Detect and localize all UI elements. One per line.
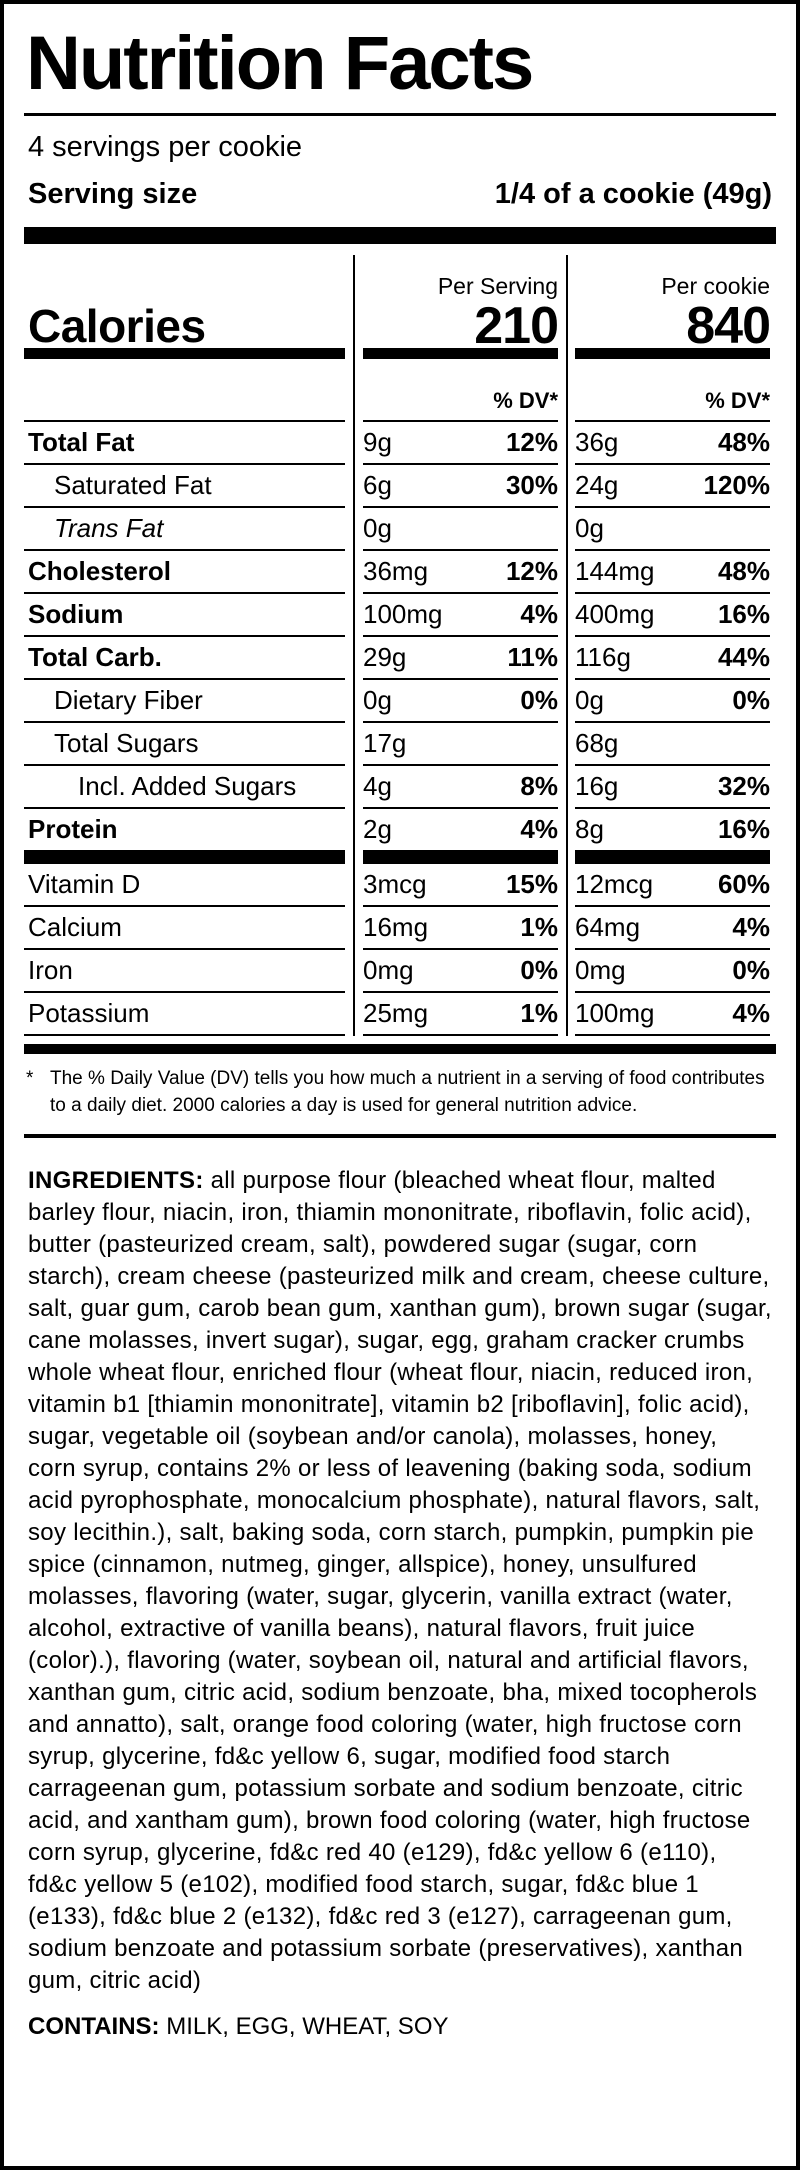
nutrient-row — [24, 637, 776, 680]
cookie-amount: 100mg — [575, 998, 655, 1028]
contains-label: CONTAINS: — [28, 2013, 160, 2040]
serving-dv: 15% — [505, 869, 558, 899]
nutrient-name: Dietary Fiber — [54, 685, 203, 715]
nutrient-row — [24, 551, 776, 594]
nutrient-row — [24, 809, 776, 852]
top-section-bar — [24, 227, 776, 244]
title-rule — [24, 113, 776, 116]
column-divider-2 — [566, 255, 568, 1036]
cookie-amount: 0mg — [575, 955, 626, 985]
serving-dv: 1% — [520, 998, 558, 1028]
cookie-amount: 0g — [575, 513, 604, 543]
dv-header-per-serving: % DV* — [363, 359, 558, 422]
serving-amount: 0g — [363, 685, 392, 715]
cookie-amount: 0g — [575, 685, 604, 715]
cookie-dv: 16% — [717, 814, 770, 844]
serving-dv: 12% — [505, 556, 558, 586]
cookie-dv: 44% — [717, 642, 770, 672]
cookie-amount: 36g — [575, 427, 619, 457]
serving-amount: 0g — [363, 513, 392, 543]
nutrient-name: Total Fat — [28, 427, 135, 457]
nutrient-rows — [24, 422, 776, 1036]
nutrition-table — [24, 244, 776, 1036]
cookie-amount: 144mg — [575, 556, 655, 586]
cookie-dv: 48% — [717, 427, 770, 457]
cookie-dv: 0% — [732, 685, 770, 715]
footnote-text: The % Daily Value (DV) tells you how much a nutrient in a serving of food contributes to a daily diet. 2000 calories a day is used for general nutrition advice. — [50, 1068, 765, 1116]
nutrient-name: Potassium — [28, 998, 150, 1028]
calories-row — [24, 244, 776, 359]
serving-size-value: 1/4 of a cookie (49g) — [494, 178, 772, 210]
per-serving-header: Per Serving — [437, 273, 558, 300]
column-divider-1 — [353, 255, 355, 1036]
nutrient-row — [24, 993, 776, 1036]
nutrient-row — [24, 594, 776, 637]
serving-dv: 8% — [520, 771, 558, 801]
page-title: Nutrition Facts — [26, 21, 533, 106]
serving-amount: 16mg — [363, 912, 429, 942]
cookie-amount: 68g — [575, 728, 619, 758]
cookie-amount: 16g — [575, 771, 619, 801]
calories-per-serving-value: 210 — [474, 297, 558, 356]
dv-header-row — [24, 359, 776, 422]
nutrient-name: Calcium — [28, 912, 122, 942]
serving-dv: 30% — [505, 470, 558, 500]
cookie-dv: 16% — [717, 599, 770, 629]
nutrient-name: Cholesterol — [28, 556, 172, 586]
serving-amount: 100mg — [363, 599, 443, 629]
nutrient-name: Total Sugars — [54, 728, 199, 758]
footnote-bar — [24, 1044, 776, 1054]
calories-label: Calories — [24, 307, 345, 359]
cookie-amount: 8g — [575, 814, 604, 844]
contains-statement — [28, 2013, 772, 2041]
nutrient-name: Iron — [28, 955, 73, 985]
footnote-marker: * — [26, 1068, 34, 1089]
serving-dv: 1% — [520, 912, 558, 942]
nutrient-row — [24, 508, 776, 551]
calories-per-cookie-cell — [575, 275, 770, 359]
nutrient-row — [24, 422, 776, 465]
serving-amount: 6g — [363, 470, 392, 500]
dv-header-spacer — [24, 359, 345, 422]
nutrient-row — [24, 766, 776, 809]
serving-amount: 29g — [363, 642, 407, 672]
serving-amount: 4g — [363, 771, 392, 801]
nutrient-row — [24, 465, 776, 508]
serving-dv: 11% — [507, 642, 558, 672]
nutrient-row — [24, 723, 776, 766]
nutrient-name: Vitamin D — [28, 869, 141, 899]
nutrient-name: Total Carb. — [28, 642, 162, 672]
cookie-dv: 48% — [717, 556, 770, 586]
servings-per-container: 4 servings per cookie — [28, 131, 303, 163]
cookie-dv: 4% — [732, 998, 770, 1028]
cookie-amount: 400mg — [575, 599, 655, 629]
nutrient-name: Sodium — [28, 599, 124, 629]
nutrient-row — [24, 907, 776, 950]
macro-micro-separator — [24, 852, 776, 864]
cookie-dv: 120% — [703, 470, 770, 500]
serving-amount: 9g — [363, 427, 392, 457]
ingredients-text: all purpose flour (bleached wheat flour, malted barley flour, niacin, iron, thiamin mononitrate, riboflavin, folic acid), butter (pasteurized cream, salt), powdered sugar (sugar, corn starch), cream cheese (pasteurized milk and cream, cheese culture, salt, guar gum, carob bean gum, xanthan gum), brown sugar (sugar, cane molasses, invert sugar), sugar, egg, graham cracker crumbs whole wheat flour, enriched flour (wheat flour, niacin, reduced iron, vitamin b1 [thiamin mononitrate], vitamin b2 [riboflavin], folic acid), sugar, vegetable oil (soybean and/or canola), molasses, honey, corn syrup, contains 2% or less of leavening (baking soda, sodium acid pyrophosphate, monocalcium phosphate), natural flavors, salt, soy lecithin.), salt, baking soda, corn starch, pumpkin, pumpkin pie spice (cinnamon, nutmeg, ginger, allspice), honey, unsulfured molasses, flavoring (water, sugar, glycerin, vanilla extract (water, alcohol, extractive of vanilla beans), natural flavors, fruit juice (color).), flavoring (water, soybean oil, natural and artificial flavors, xanthan gum, citric acid, sodium benzoate, bha, mixed tocopherols and annatto), salt, orange food coloring (water, high fructose corn syrup, glycerine, fd&c yellow 6, sugar, modified food starch carrageenan gum, potassium sorbate and sodium benzoate, citric acid, and xantham gum), brown food coloring (water, high fructose corn syrup, glycerine, fd&c red 40 (e129), fd&c yellow 6 (e110), fd&c yellow 5 (e102), modified food starch, sugar, fd&c blue 1 (e133), fd&c blue 2 (e132), fd&c red 3 (e127), carrageenan gum, sodium benzoate and potassium sorbate (preservatives), xanthan gum, citric acid) — [28, 1167, 772, 1994]
serving-dv: 0% — [520, 955, 558, 985]
footnote — [24, 1065, 776, 1119]
nutrient-name: Saturated Fat — [54, 470, 212, 500]
nutrient-row — [24, 864, 776, 907]
cookie-amount: 24g — [575, 470, 619, 500]
serving-size-label: Serving size — [28, 178, 198, 210]
serving-amount: 17g — [363, 728, 407, 758]
serving-size-row — [24, 178, 776, 211]
ingredients — [28, 1165, 772, 1997]
nutrient-name: Protein — [28, 814, 118, 844]
cookie-dv: 60% — [717, 869, 770, 899]
ingredients-divider — [24, 1134, 776, 1138]
serving-amount: 25mg — [363, 998, 429, 1028]
cookie-amount: 64mg — [575, 912, 641, 942]
serving-dv: 4% — [520, 599, 558, 629]
serving-dv: 12% — [505, 427, 558, 457]
cookie-dv: 0% — [732, 955, 770, 985]
serving-dv: 0% — [520, 685, 558, 715]
serving-amount: 0mg — [363, 955, 414, 985]
serving-amount: 2g — [363, 814, 392, 844]
ingredients-label: INGREDIENTS: — [28, 1167, 204, 1194]
serving-amount: 36mg — [363, 556, 429, 586]
serving-dv: 4% — [520, 814, 558, 844]
nutrient-row — [24, 680, 776, 723]
serving-amount: 3mcg — [363, 869, 427, 899]
nutrient-name: Incl. Added Sugars — [78, 771, 297, 801]
dv-header-per-cookie: % DV* — [575, 359, 770, 422]
cookie-dv: 32% — [717, 771, 770, 801]
calories-per-serving-cell — [363, 275, 558, 359]
nutrient-row — [24, 950, 776, 993]
nutrient-name: Trans Fat — [54, 513, 164, 543]
per-cookie-header: Per cookie — [661, 273, 770, 300]
cookie-dv: 4% — [732, 912, 770, 942]
cookie-amount: 12mcg — [575, 869, 654, 899]
cookie-amount: 116g — [575, 642, 631, 672]
contains-text: MILK, EGG, WHEAT, SOY — [166, 2013, 449, 2040]
calories-per-cookie-value: 840 — [686, 297, 770, 356]
